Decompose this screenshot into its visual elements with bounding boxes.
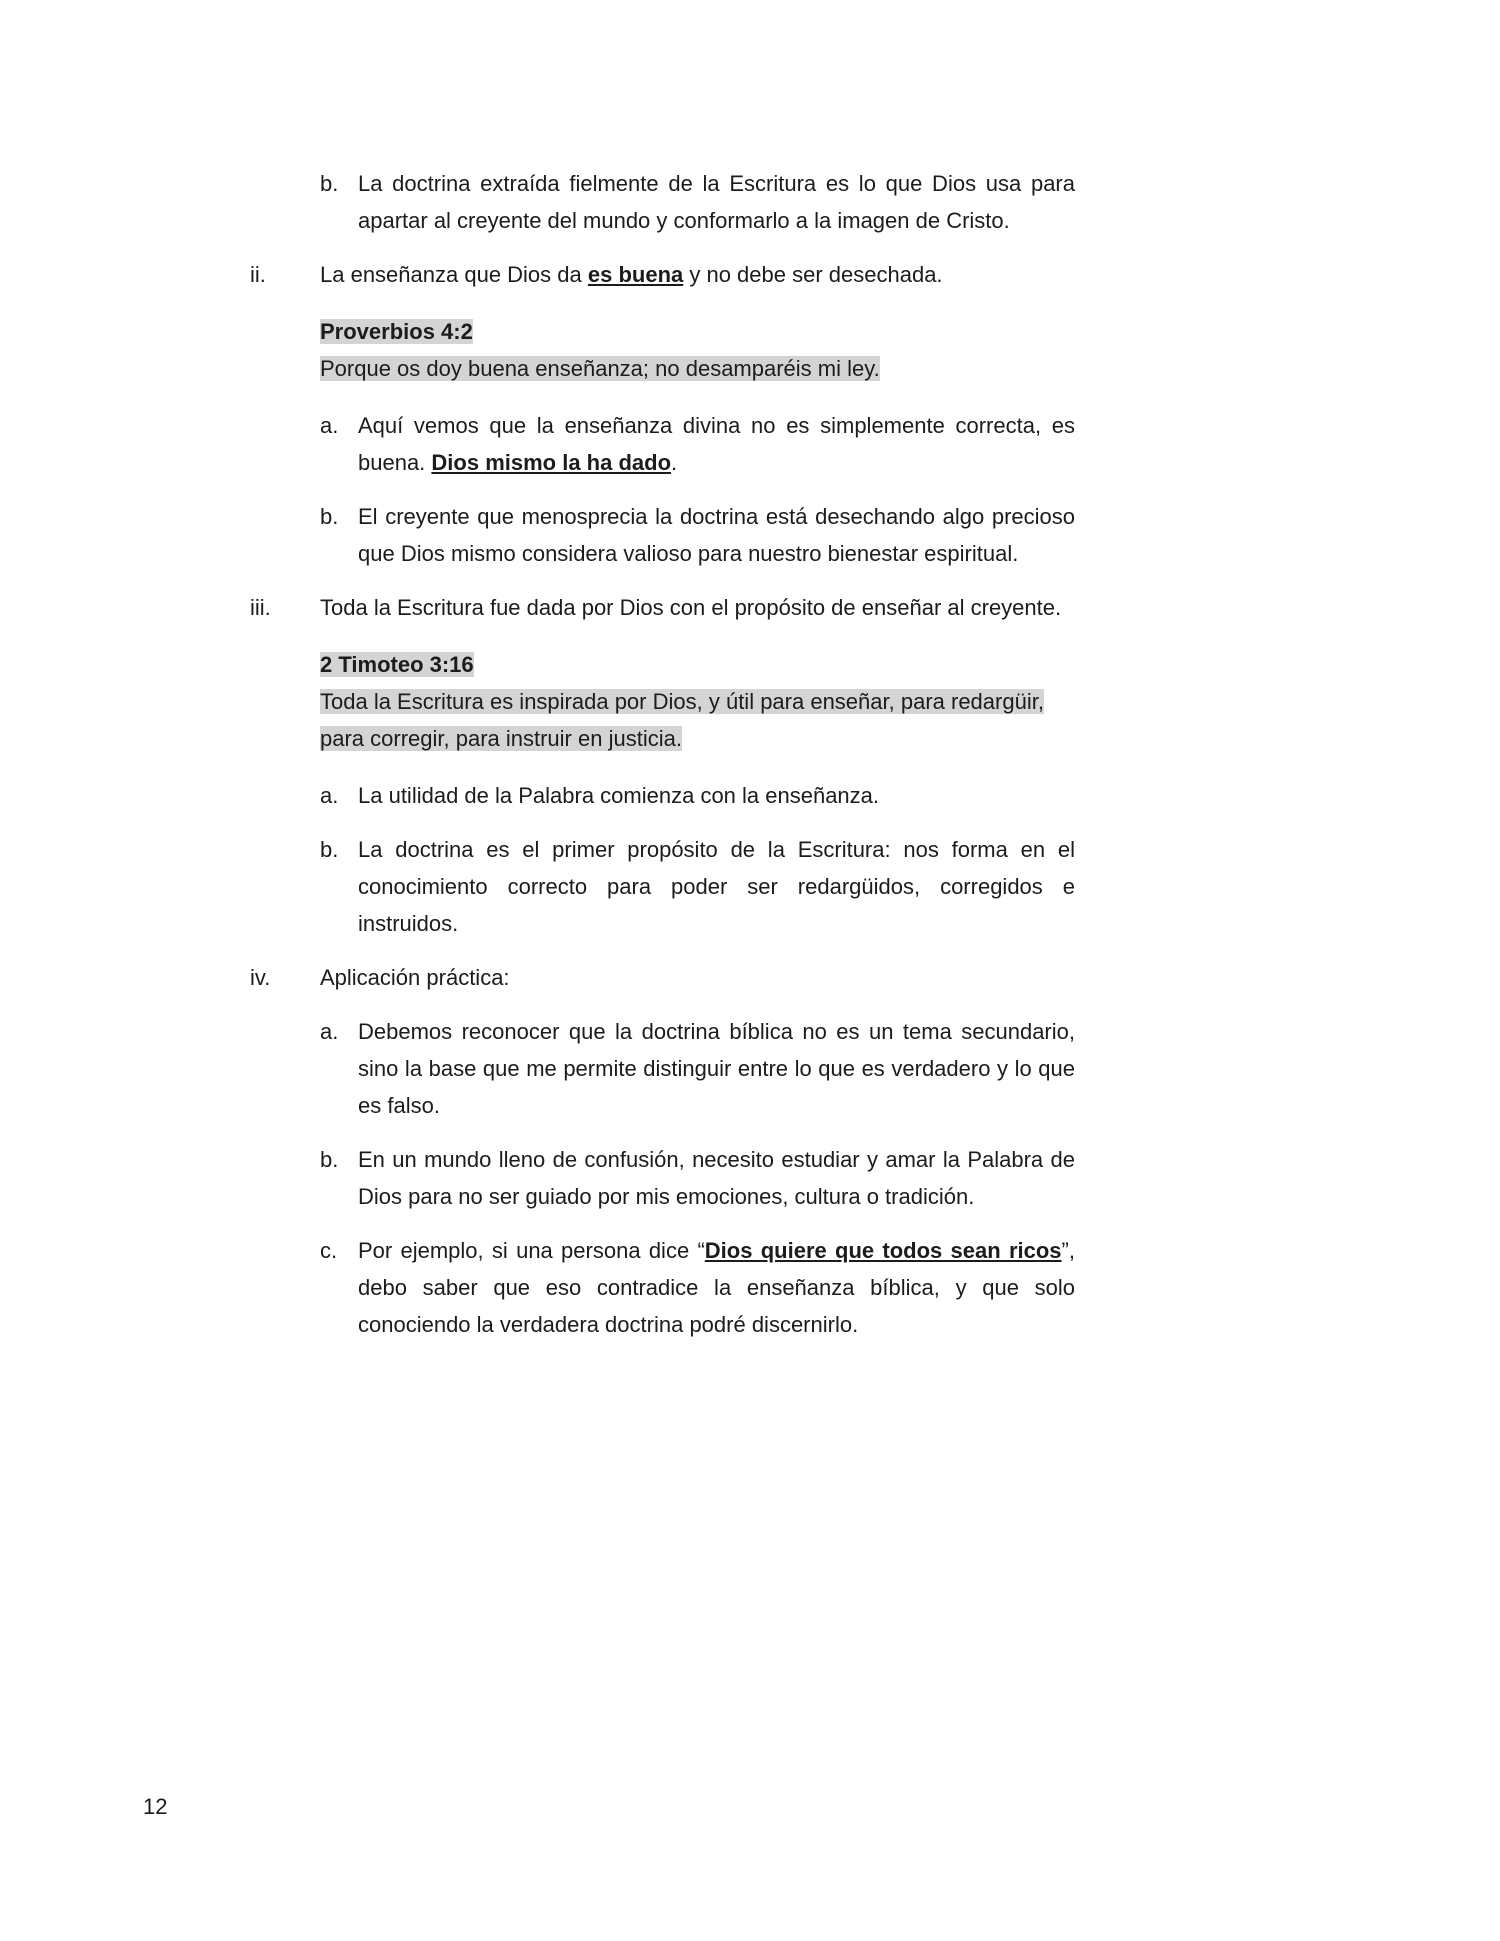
list-marker: iii. — [250, 595, 271, 620]
list-marker: a. — [320, 413, 339, 438]
highlighted-text: 2 Timoteo 3:16 — [320, 652, 474, 677]
list-marker: b. — [320, 1147, 339, 1172]
highlighted-text: Toda la Escritura es inspirada por Dios, y útil para enseñar, para redargüir, para corregir, para instruir en justicia. — [320, 689, 1044, 751]
list-marker: c. — [320, 1238, 338, 1263]
scripture-text — [320, 350, 1075, 387]
highlighted-text: Porque os doy buena enseñanza; no desamparéis mi ley. — [320, 356, 880, 381]
scripture-reference — [320, 646, 1075, 683]
emphasized-text: Dios mismo la ha dado — [431, 450, 672, 475]
list-marker: iv. — [250, 965, 271, 990]
list-text: Por ejemplo, si una persona dice “ — [358, 1238, 705, 1263]
list-marker: a. — [320, 783, 339, 808]
list-text: Aplicación práctica: — [320, 965, 510, 990]
list-item-b2 — [250, 498, 1075, 572]
list-text: y no debe ser desechada. — [683, 262, 943, 287]
list-text: Debemos reconocer que la doctrina bíblica no es un tema secundario, sino la base que me permite distinguir entre lo que es verdadero y lo que es falso. — [358, 1019, 1075, 1118]
list-text: La doctrina es el primer propósito de la Escritura: nos forma en el conocimiento correcto para poder ser redargüidos, corregidos e instruidos. — [358, 837, 1075, 936]
list-text: ”, debo saber que eso contradice la enseñanza bíblica, y que solo conociendo la verdadera doctrina podré discernirlo. — [358, 1238, 1075, 1337]
scripture-reference — [320, 313, 1075, 350]
list-item-iv — [250, 959, 1075, 996]
list-item-iii — [250, 589, 1075, 626]
list-text: La enseñanza que Dios da — [320, 262, 588, 287]
emphasized-text: es buena — [587, 262, 684, 287]
list-marker: ii. — [250, 262, 266, 287]
list-text: Aquí vemos que la enseñanza divina no es simplemente correcta, es buena. — [358, 413, 1075, 475]
list-item-a1 — [250, 407, 1075, 481]
scripture-block-timoteo — [320, 646, 1075, 757]
list-text: En un mundo lleno de confusión, necesito estudiar y amar la Palabra de Dios para no ser guiado por mis emociones, cultura o tradición. — [358, 1147, 1075, 1209]
page-number: 12 — [143, 1794, 168, 1819]
list-text: La doctrina extraída fielmente de la Escritura es lo que Dios usa para apartar al creyente del mundo y conformarlo a la imagen de Cristo. — [358, 171, 1075, 233]
list-item-b1 — [250, 165, 1075, 239]
list-item-b3 — [250, 831, 1075, 942]
list-marker: b. — [320, 504, 339, 529]
emphasized-text: Dios quiere que todos sean ricos — [704, 1238, 1062, 1263]
list-item-a3 — [250, 1013, 1075, 1124]
list-item-c1 — [250, 1232, 1075, 1343]
list-item-ii — [250, 256, 1075, 293]
list-marker: b. — [320, 837, 339, 862]
scripture-text — [320, 683, 1075, 757]
list-text: La utilidad de la Palabra comienza con la enseñanza. — [358, 783, 880, 808]
list-text: . — [671, 450, 678, 475]
list-text: El creyente que menosprecia la doctrina está desechando algo precioso que Dios mismo considera valioso para nuestro bienestar espiritual. — [358, 504, 1075, 566]
list-item-a2 — [250, 777, 1075, 814]
highlighted-text: Proverbios 4:2 — [320, 319, 473, 344]
list-text: Toda la Escritura fue dada por Dios con el propósito de enseñar al creyente. — [320, 595, 1062, 620]
scripture-block-proverbios — [320, 313, 1075, 387]
list-item-b4 — [250, 1141, 1075, 1215]
list-marker: a. — [320, 1019, 339, 1044]
list-marker: b. — [320, 171, 339, 196]
